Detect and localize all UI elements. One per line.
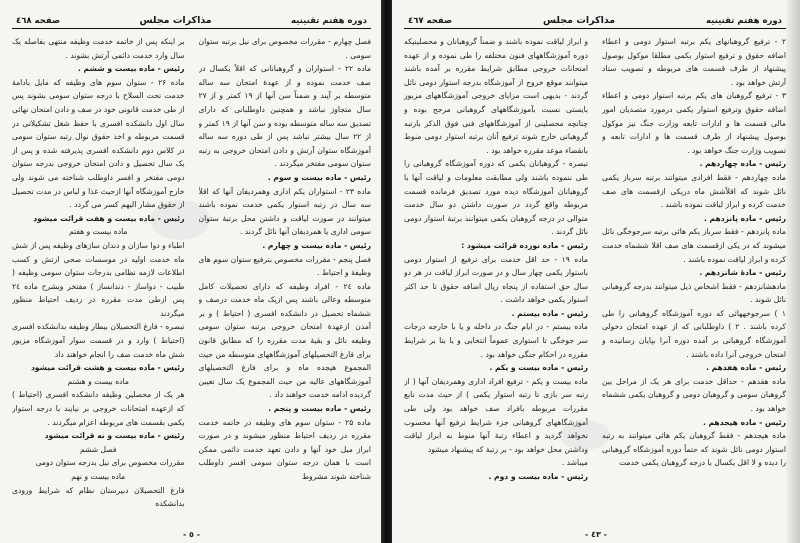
- right-page-column-right: [602, 35, 786, 525]
- paragraph: فصل چهارم - مقررات مخصوص برای نیل برتبه ستوان سومی .: [198, 37, 371, 60]
- article-heading: ماده بیست و نهم: [71, 472, 126, 481]
- speaker-line: رئیس - ماده بیست و پنجم .: [268, 404, 371, 414]
- left-page-column-left: [12, 35, 185, 525]
- right-page-number: صفحه ٤٦٧: [408, 16, 453, 26]
- paragraph: و ابراز لیاقت نموده باشند و ضمناً گروهبانان و محصلینیکه دوره آموزشگاههای فنون مختلفه را طی نموده و از عهده امتحانات خروجی مطابق شرایط مقرره بر آمده باشند میتوانند موقع خروج از آموزشگاه بدرجه استوار دومی نائل گردند - بدیهی است مزایای خروجی آموزشگاههای مزبور بایستی نسبت بآموزشگاههای گروهبانی مرجح بوده و چنانچه محصلینی از آموزشگاههای فنی فوق الذکر بارتبه گروهبانی خارج شوند ترفیع آنان برتبه استوار دومی منوط بانقضاء موعد مقرره خواهد بود .: [404, 37, 588, 155]
- speaker-line: رئیس - ماده بیست و هشت قرائت میشود: [31, 363, 185, 373]
- speaker-line: رئیس - مادهٔ شانزدهم .: [699, 268, 786, 278]
- left-page-footer: - ٥ -: [182, 530, 201, 539]
- speaker-line: رئیس - ماده بیست و دوم .: [488, 472, 588, 481]
- paragraph: ۲ - ترفیع گروهبانهای یکم برتبه استوار دومی و اعطاء اضافه حقوق و ترفیع استوار یکمی مطلقا موکول بوصول پیشنهاد از طرف قسمت های مربوطه و تصویب ستاد آرتش خواهد بود .: [602, 37, 786, 87]
- left-page-title: مذاکرات مجلس: [139, 15, 212, 26]
- paragraph: میباشد .: [561, 458, 588, 468]
- speaker-line: رئیس - ماده بیست و نه قرائت میشود: [44, 431, 185, 441]
- header-rule: [12, 28, 371, 29]
- left-page-column-right: [199, 35, 372, 525]
- speaker-line: رئیس - ماده بیست و هفت قرائت میشود: [33, 213, 185, 223]
- paragraph: مقررات مخصوص برای نیل بدرجه ستوان دومی: [35, 458, 185, 468]
- right-page-columns: [404, 35, 786, 525]
- paragraph: بر اینکه پس از خاتمه خدمت وظیفه منتهی بفاصله یک سال وارد خدمت دائمی آرتش بشوند .: [12, 37, 185, 60]
- speaker-line: رئیس - ماده هفدهم .: [706, 363, 786, 373]
- speaker-line: رئیس - ماده بیست و ششم .: [78, 64, 185, 74]
- paragraph: ماده چهاردهم - فقط افرادی میتوانند برتبه سرباز یکمی نائل شوند که اقلاًشش ماه دریکی ازقسمت های صف خدمت کرده و ابراز لیاقت نموده باشند .: [602, 172, 786, 210]
- paragraph: مادهشانزدهم - فقط اشخاص ذیل میتوانند بدرجه گروهبانی نائل شوند .: [602, 281, 786, 305]
- speaker-line: رئیس - ماده بیست و یکم .: [489, 363, 588, 373]
- page-edge-shadow: [786, 0, 800, 543]
- header-rule: [404, 28, 786, 29]
- paragraph: ماده پانزدهم - فقط سرباز یکم هائی برتبه سرجوخگی نائل میشوند که در یکی ازقسمت های صف اقلا ششماه خدمت کرده و ابراز لیاقت نموده باشند .: [602, 227, 786, 264]
- speaker-line: رئیس - ماده پانزدهم .: [704, 213, 786, 223]
- paragraph: ماده ۲٤ - افراد وظیفه که دارای تحصیلات کامل متوسطه وعالی باشند پس ازیک ماه خدمت درصف و ششماه تحصیل در دانشکده افسری ( احتیاط ) و بر آمدن ازعهدهٔ امتحان خروجی برتبه ستوان سومی وظیفه نائل و بقیهٔ مدت مقرره را که مطابق قانون برای فارغ التحصیلهای آموزشگاههای متوسطه من حیث المجموع هیجده ماه و برای فارغ التحصیلهای آموزشگاههای عالیه من حیث المجموع یک سال تعیین گردیده ادامه خدمت خواهند داد .: [198, 281, 371, 400]
- left-page-columns: [12, 35, 371, 525]
- left-page-number: صفحه ٤٦٨: [16, 16, 61, 26]
- article-heading: فصل ششم: [79, 444, 117, 454]
- article-heading: ماده بیست و هشتم: [67, 376, 129, 386]
- paragraph: ماده هفدهم - حداقل خدمت برای هر یک از مراحل بین گروهبان سومی و گروهبان دومی و گروهبان یکمی ششماه خواهد بود .: [602, 376, 786, 414]
- paragraph: ۳ - ترفیع گروهبان های یکم برتبه استوار دومی و اعطاء اضافه حقوق وترفیع استوار یکمی درمورد متصدیان امور مالی قسمت ها و ادارات تابعه وزارت جنگ نیز موکول بوصول پیشنهاد از طرف قسمت ها و ادارات تابعه و تصویب وزارت جنگ خواهد بود .: [602, 91, 786, 155]
- right-page-title: مذاکرات مجلس: [542, 15, 616, 26]
- speaker-line: رئیس - ماده نوزده قرائت میشود :: [461, 240, 588, 250]
- paragraph: فارغ التحصیلان دبیرستان نظام که شرایط ورودی بدانشکده: [12, 485, 185, 509]
- right-page: [392, 0, 800, 543]
- paragraph: اطباء و دوا سازان و دندان سازهای وظیفه پس از شش ماه خدمت اولیه در موسسات صحی ارتش و کسب اطلاعات لازمه نظامی بدرجات ستوان سومی وظیفه ( طبیب - دواساز - دندانساز ) مفتخر وبشرح ماده ۲٤ پس ازطی مدت مقرره در ردیف احتیاط منظور میگردند: [12, 240, 185, 318]
- paragraph: ماده هیجدهم - فقط گروهبان یکم هائی میتوانند به رتبه استوار دومی نائل شوند که حتماً دوره آموزشگاه گروهبانی را دیده و لا اقل یکسال با درجه گروهبان یکمی خدمت: [602, 431, 786, 468]
- left-page-header: [12, 10, 371, 26]
- paragraph: تبصره - گروهبانان یکمی که دوره آموزشگاه گروهبانی را طی ننموده باشند ولی مطابقت معلومات و لیاقت آنها با گروهبانان آموزشگاه دیده مورد تصدیق فرمانده قسمت مربوطه واقع گردد در صورت داشتن دو سال خدمت متوالی در درجه گروهبان یکمی میتوانند برتبهٔ استوار دومی نائل گردند .: [404, 159, 588, 237]
- left-page-session: دوره هفتم تقنینیه: [291, 16, 367, 26]
- right-page-footer: - ٤٣ -: [585, 530, 607, 539]
- scan-blemish: [560, 420, 610, 450]
- paragraph: ماده ۲۶ - ستوان سوم های وظیفه که مایل بادامهٔ خدمت تحت السلاح با درجه ستوان سومی بشوند پس از طی خدمت قانونی خود در صف و دادن امتحان نهائی سال اول دانشکده افسری با حفظ شغل تشکیلاتی در قسمت مربوطه و اخذ حقوق نوال رتبه ستوان سومی در کلاس دوم دانشکده افسری پذیرفته شده و پس از یک سال تحصیل و دادن امتحان خروجی بدرجه ستوان دومی مفتخر و افسر داوطلب شناخته می شوند ولی خارج آموزشگاه آنها ازحیث غذا و لباس در مدت تحصیل از حقوق مشار الیهم کسر می گردد .: [12, 77, 185, 210]
- paragraph: ماده ۲۲ - استواران و گروهبانانی که اقلاً یکسال در صف خدمت نموده و از عهدهٔ امتحان سه ساله متوسطه بر آیند و ضمناً سن آنها از ۱۹ کمتر و از ۲۷ سال متجاوز نباشد و همچنین داوطلبانی که دارای تصدیق سه ساله متوسطه بوده و سن آنها از ۱۹ کمتر و از ۲۲ سال بیشتر نباشد پس از طی دوره سه ساله آموزشگاه ستوان آرتش و دادن امتحان خروجی به رتبه ستوان سومی مفتخر میگردند .: [198, 64, 371, 169]
- paragraph: ماده بیست و یکم - ترفیع افراد اداری وهمردیفان آنها ( از رتبه سر بازی تا رتبه استوار یکمی ) از حیث مدت تابع مقررات مربوطه بافراد صف خواهد بود ولی طی آموزشگاههای گروهبانی جزء شرایط ترفیع آنها محسوب نخواهد گردید و اعطاء رتبهٔ آنها منوط به ابراز لیاقت وداشتن محل خواهد بود - بر رتبهٔ که پیشنهاد میشود: [404, 376, 588, 454]
- paragraph: هر یک از محصلین وظیفه دانشکده افسری (احتیاط ) که ازعهده امتحانات خروجی بر نیایند با درجه استوار یکمی بقسمت های مربوطه اعزام میگردند .: [12, 390, 185, 427]
- paragraph: ۱ ) سرجوخههائی که دوره آموزشگاه گروهبانی را طی کرده باشند . ۲ ) داوطلبانی که از عهده امتحان دخولی آموزشگاه گروهبانی بر آمده دوره آنرا بپایان رسانیده و امتحان خروجی آنرا داده باشند .: [602, 308, 786, 359]
- paragraph: ماده ۱۹ - حد اقل خدمت برای ترفیع از استوار دومی باستوار یکمی چهار سال و در صورت ابراز لیاقت در هر دو سال حق استفاده از پنجاه ریال اضافه حقوق تا حد اکثر استوار یکمی خواهد داشت .: [404, 254, 588, 305]
- paragraph: ماده ۲۵ - ستوان سوم های وظیفه در خاتمه خدمت مقرره در ردیف احتیاط منظور میشوند و در صورت ابراز میل خود آنها و دادن تعهد خدمت دائمی ممکن است با همان درجه ستوان سومی افسر داوطلب شناخته شوند مشروط: [198, 417, 371, 481]
- paragraph: فصل پنجم - مقررات مخصوص بترفیع ستوان سوم های وظیفهٔ و احتیاط .: [198, 254, 371, 278]
- speaker-line: رئیس - ماده بیست و چهارم .: [262, 240, 371, 250]
- left-page: [0, 0, 383, 543]
- paragraph: تبصره - فارغ التحصیلان بیطار وظیفه بدانشکده افسری (احتیاط ) وارد و در قسمت سوار آموزشگاه مزبور شش ماه خدمت صف را انجام خواهند داد: [12, 322, 185, 359]
- paragraph: ماده بیستم - در ایام جنگ در داخله و یا با خارجه درجات سر جوخگی تا استواری عموماً انتخابی و یا بنا بر شرایط مقرره در احکام جنگی خواهد بود .: [404, 322, 588, 359]
- paragraph: ماده ۲۳ - استواران یکم اداری وهمردیفان آنها که اقلاً سه سال در رتبه استوار یکمی خدمت نموده باشند میتوانند در صورت لیاقت و داشتن محل برتبهٔ ستوان سومی اداری یا همردیفان آنها نائل گردند .: [198, 186, 371, 237]
- right-page-column-left: [404, 35, 588, 525]
- scan-blemish: [150, 200, 210, 240]
- article-heading: ماده بیست و هفتم: [69, 227, 128, 237]
- right-page-header: [404, 10, 786, 26]
- speaker-line: رئیس - ماده بیست و سوم .: [267, 172, 371, 182]
- speaker-line: رئیس - ماده بیستم .: [511, 308, 588, 318]
- speaker-line: رئیس - ماده هیجدهم .: [702, 417, 786, 427]
- right-page-session: دوره هفتم تقنینیه: [706, 16, 782, 26]
- speaker-line: رئیس - ماده چهاردهم .: [699, 159, 786, 169]
